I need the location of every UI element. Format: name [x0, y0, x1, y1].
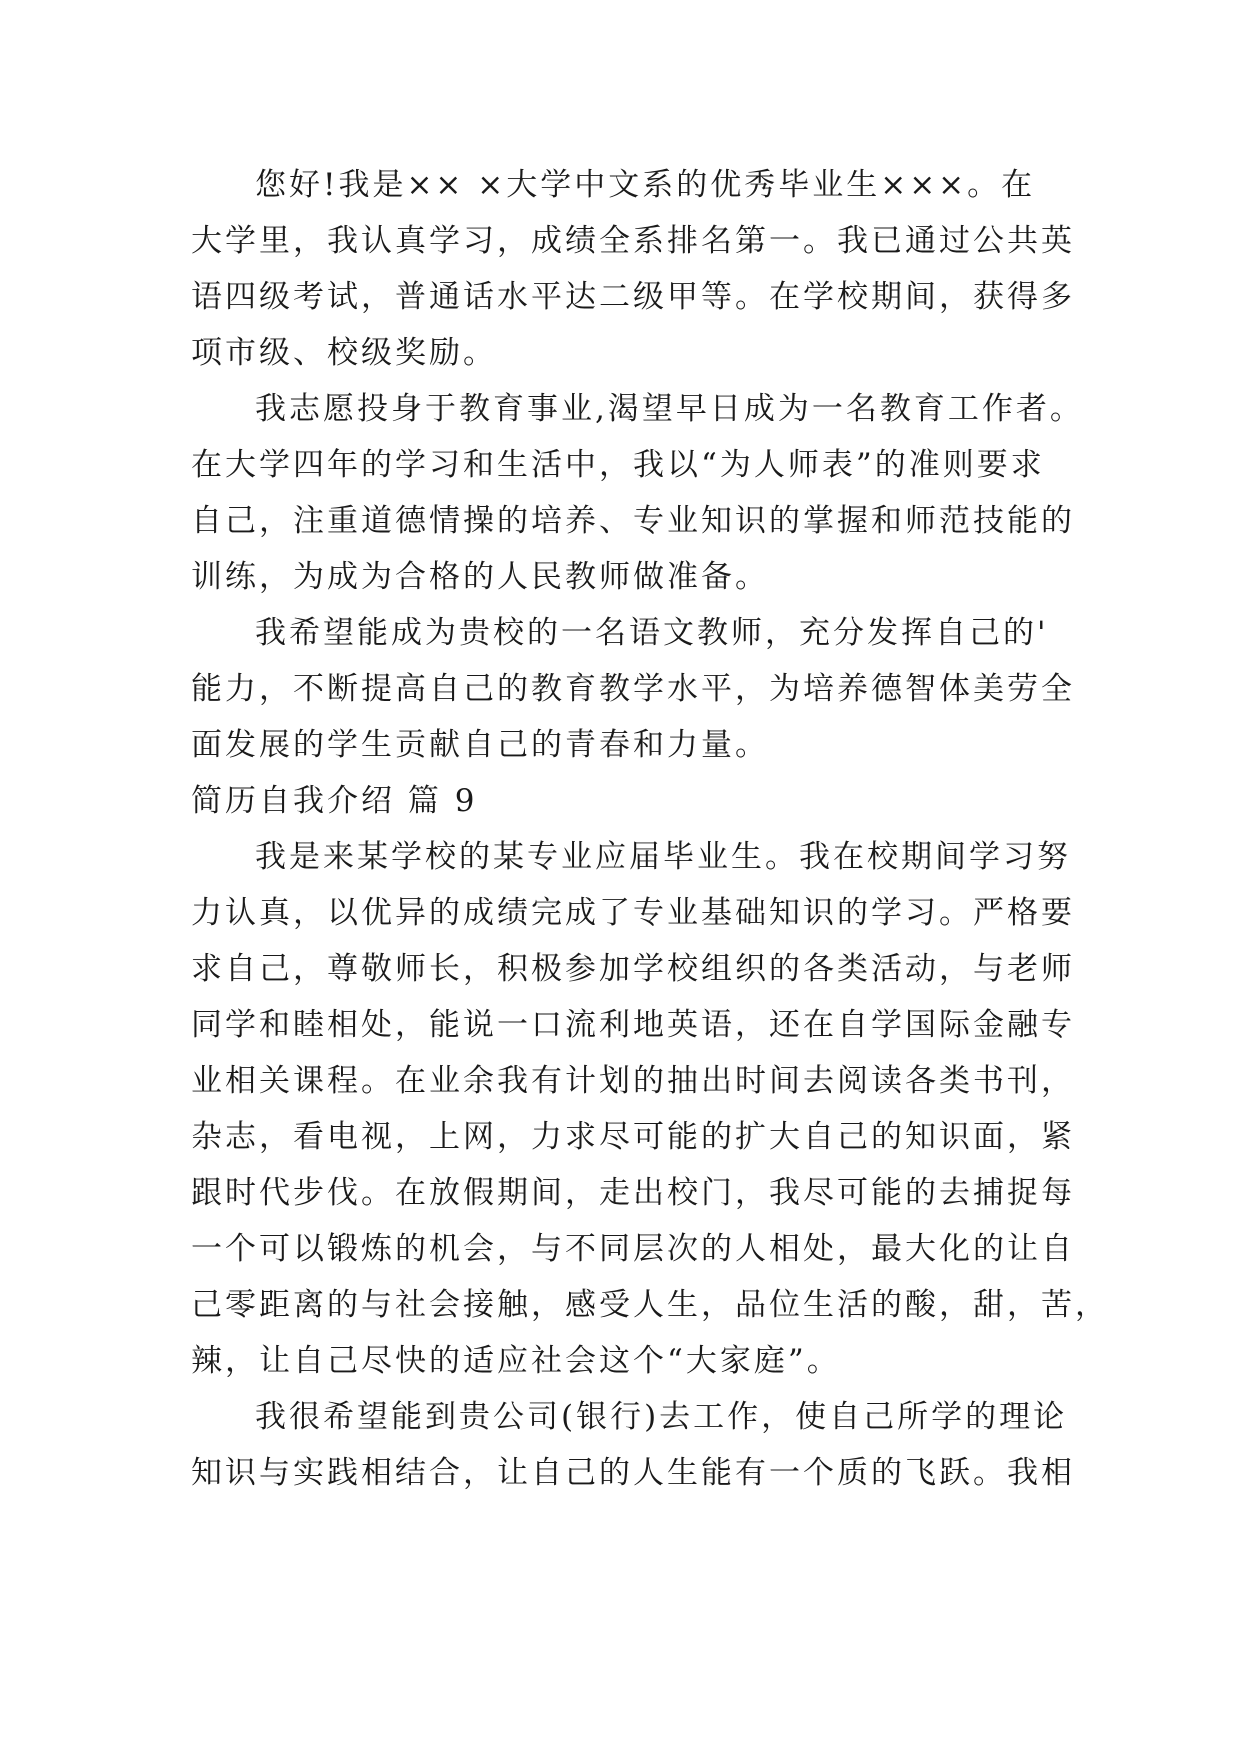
- paragraph-4-line-4: 同学和睦相处，能说一口流利地英语，还在自学国际金融专: [191, 1007, 1075, 1043]
- paragraph-2-line-2: 在大学四年的学习和生活中，我以“为人师表”的准则要求: [191, 447, 1045, 483]
- paragraph-3-line-3: 面发展的学生贡献自己的青春和力量。: [191, 727, 769, 763]
- paragraph-4-line-2: 力认真，以优异的成绩完成了专业基础知识的学习。严格要: [191, 895, 1075, 931]
- paragraph-3-line-1: 我希望能成为贵校的一名语文教师，充分发挥自己的': [255, 615, 1049, 651]
- paragraph-4-line-10: 辣，让自己尽快的适应社会这个“大家庭”。: [191, 1343, 841, 1379]
- paragraph-5-line-2: 知识与实践相结合，让自己的人生能有一个质的飞跃。我相: [191, 1455, 1075, 1491]
- paragraph-4-line-3: 求自己，尊敬师长，积极参加学校组织的各类活动，与老师: [191, 951, 1075, 987]
- paragraph-2-line-4: 训练，为成为合格的人民教师做准备。: [191, 559, 769, 595]
- paragraph-5-line-1: 我很希望能到贵公司(银行)去工作，使自己所学的理论: [255, 1399, 1068, 1435]
- paragraph-4-line-1: 我是来某学校的某专业应届毕业生。我在校期间学习努: [255, 839, 1071, 875]
- paragraph-4-line-9: 己零距离的与社会接触，感受人生，品位生活的酸，甜，苦，: [191, 1287, 1109, 1323]
- paragraph-1-line-2: 大学里，我认真学习，成绩全系排名第一。我已通过公共英: [191, 223, 1075, 259]
- paragraph-4-line-6: 杂志，看电视，上网，力求尽可能的扩大自己的知识面，紧: [191, 1119, 1075, 1155]
- section-heading: 简历自我介绍 篇 9: [191, 783, 478, 819]
- paragraph-3-line-2: 能力，不断提高自己的教育教学水平，为培养德智体美劳全: [191, 671, 1075, 707]
- paragraph-1-line-3: 语四级考试，普通话水平达二级甲等。在学校期间，获得多: [191, 279, 1075, 315]
- paragraph-4-line-8: 一个可以锻炼的机会，与不同层次的人相处，最大化的让自: [191, 1231, 1075, 1267]
- paragraph-2-line-3: 自己，注重道德情操的培养、专业知识的掌握和师范技能的: [191, 503, 1075, 539]
- paragraph-4-line-7: 跟时代步伐。在放假期间，走出校门，我尽可能的去捕捉每: [191, 1175, 1075, 1211]
- paragraph-4-line-5: 业相关课程。在业余我有计划的抽出时间去阅读各类书刊，: [191, 1063, 1075, 1099]
- paragraph-1-line-4: 项市级、校级奖励。: [191, 335, 497, 371]
- paragraph-1-line-1: 您好!我是×× ×大学中文系的优秀毕业生×××。在: [255, 167, 1036, 203]
- paragraph-2-line-1: 我志愿投身于教育事业,渴望早日成为一名教育工作者。: [255, 391, 1084, 427]
